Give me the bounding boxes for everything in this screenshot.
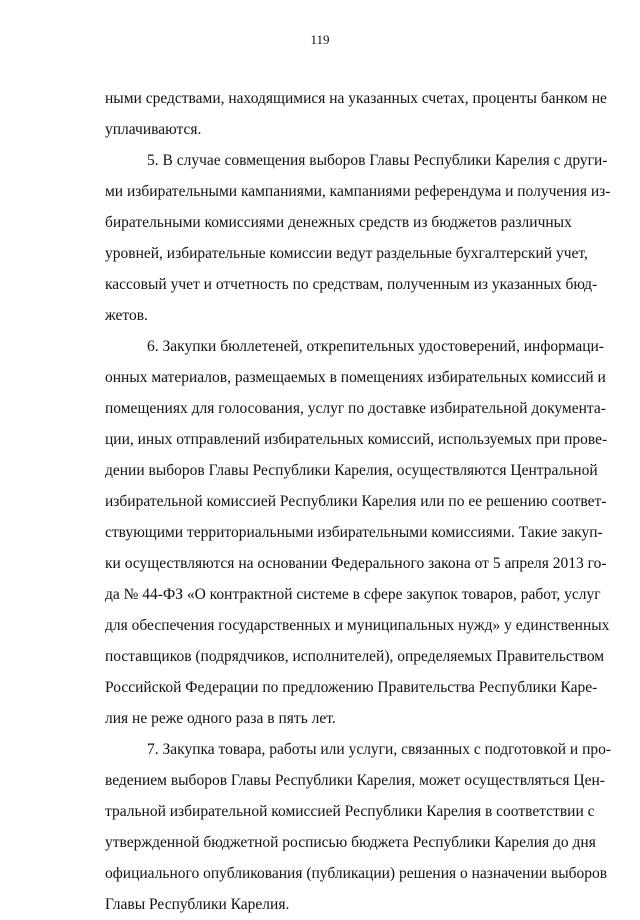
text-line: ными средствами, находящимися на указанных счетах, проценты банком не [105,90,607,107]
text-line: жетов. [105,307,148,324]
paragraph-item-6 [105,331,610,734]
text-line: помещениях для голосования, услуг по доставке избирательной документа- [105,400,606,417]
text-line: ки осуществляются на основании Федерального закона от 5 апреля 2013 го- [105,555,607,572]
text-line: утвержденной бюджетной росписью бюджета Республики Карелия до дня [105,834,596,851]
text-line: уровней, избирательные комиссии ведут раздельные бухгалтерский учет, [105,245,588,262]
text-line: онных материалов, размещаемых в помещениях избирательных комиссий и [105,369,606,386]
paragraph-item-5 [105,145,611,331]
text-line: ми избирательными кампаниями, кампаниями референдума и получения из- [105,183,611,200]
text-line: кассовый учет и отчетность по средствам, полученным из указанных бюд- [105,276,598,293]
paragraph-item-7 [105,734,612,920]
text-line: дении выборов Главы Республики Карелия, осуществляются Центральной [105,462,598,479]
text-line: ведением выборов Главы Республики Карелия, может осуществляться Цен- [105,772,605,789]
text-line: лия не реже одного раза в пять лет. [105,710,336,727]
text-line: Главы Республики Карелия. [105,896,290,913]
text-line: ствующими территориальными избирательными комиссиями. Такие закуп- [105,524,603,541]
text-line: тральной избирательной комиссией Республики Карелия в соответствии с [105,803,595,820]
text-line: да № 44-ФЗ «О контрактной системе в сфере закупок товаров, работ, услуг [105,586,601,603]
text-line: официального опубликования (публикации) решения о назначении выборов [105,865,608,882]
text-line: уплачиваются. [105,121,202,138]
text-line: для обеспечения государственных и муниципальных нужд» у единственных [105,617,610,634]
text-line: избирательной комиссией Республики Карелия или по ее решению соответ- [105,493,607,510]
text-line: бирательными комиссиями денежных средств из бюджетов различных [105,214,572,231]
text-line: 7. Закупка товара, работы или услуги, связанных с подготовкой и про- [147,741,612,758]
text-line: ции, иных отправлений избирательных комиссий, используемых при прове- [105,431,608,448]
paragraph-continuation [105,83,607,145]
text-line: Российской Федерации по предложению Правительства Республики Каре- [105,679,598,696]
page-number: 119 [310,32,330,47]
text-line: поставщиков (подрядчиков, исполнителей), определяемых Правительством [105,648,605,665]
text-line: 6. Закупки бюллетеней, открепительных удостоверений, информаци- [147,338,604,355]
text-line: 5. В случае совмещения выборов Главы Республики Карелия с други- [147,152,608,169]
document-body [105,83,612,920]
